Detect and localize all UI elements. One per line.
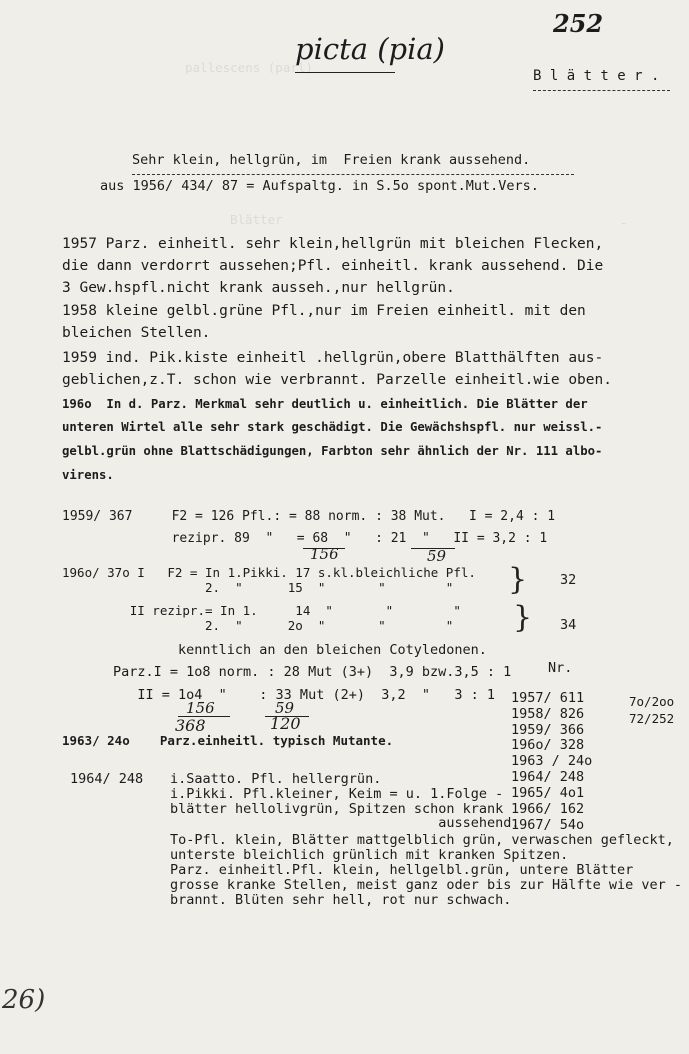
bleed-through: Blätter — [230, 212, 283, 227]
section-underline — [533, 90, 670, 91]
paragraph-line: unteren Wirtel alle sehr stark geschädigt. Die Gewächshspfl. nur weissl.- — [62, 420, 603, 434]
brace-total: 34 — [560, 617, 577, 633]
entry-1964-line: aussehend. — [170, 815, 520, 831]
paragraph-line: bleichen Stellen. — [62, 325, 211, 341]
bleed-through: pallescens (parl) — [185, 60, 313, 75]
cotyledon-note: kenntlich an den bleichen Cotyledonen. — [178, 642, 487, 658]
ratio: 7o/2oo — [629, 694, 675, 709]
paragraph-line: 1959 ind. Pik.kiste einheitl .hellgrün,obere Blatthälften aus- — [62, 350, 604, 366]
cross-1960-line: 196o/ 37o I F2 = In 1.Pikki. 17 s.kl.bleichliche Pfl. — [62, 565, 476, 580]
page-number: 252 — [553, 9, 604, 38]
origin-line: aus 1956/ 434/ 87 = Aufspaltg. in S.5o spont.Mut.Vers. — [100, 178, 539, 194]
year-number: 196o/ 328 — [511, 737, 585, 753]
year-number: 1957/ 611 — [511, 690, 585, 706]
cross-1960-line: 2. " 2o " " " — [62, 618, 454, 633]
handwritten-note: 59 — [427, 547, 447, 565]
parz-line: II = 1o4 " : 33 Mut (2+) 3,2 " 3 : 1 — [113, 687, 496, 703]
description-rule — [132, 174, 574, 175]
cross-1959-line: rezipr. 89 " = 68 " : 21 " II = 3,2 : 1 — [62, 531, 548, 546]
margin-handwriting: 26) — [2, 985, 46, 1015]
handwritten-note: 120 — [270, 714, 301, 733]
brace-icon: } — [508, 562, 528, 597]
paragraph-line: 196o In d. Parz. Merkmal sehr deutlich u. einheitlich. Die Blätter der — [62, 397, 588, 411]
brace-icon: } — [513, 600, 533, 635]
paragraph-line: 1957 Parz. einheitl. sehr klein,hellgrün mit bleichen Flecken, — [62, 236, 604, 252]
handwritten-note: 368 — [175, 716, 206, 735]
entry-1964-label: 1964/ 248 — [70, 771, 144, 787]
description-line: Sehr klein, hellgrün, im Freien krank aussehend. — [132, 152, 531, 168]
cross-1960-line: II rezipr.= In 1. 14 " " " — [62, 603, 461, 618]
paragraph-line: geblichen,z.T. schon wie verbrannt. Parzelle einheitl.wie oben. — [62, 372, 612, 388]
paragraph-line: 3 Gew.hspfl.nicht krank ausseh.,nur hellgrün. — [62, 280, 455, 296]
handwritten-note: 156 — [186, 699, 215, 717]
closing-line: unterste bleichlich grünlich mit kranken Spitzen. — [170, 847, 569, 863]
paragraph-line: gelbl.grün ohne Blattschädigungen, Farbton sehr ähnlich der Nr. 111 albo- — [62, 444, 603, 458]
bleed-through: - — [620, 215, 628, 230]
entry-1964-line: i.Saatto. Pfl. hellergrün. — [170, 771, 382, 787]
paragraph-line: 1958 kleine gelbl.grüne Pfl.,nur im Freien einheitl. mit den — [62, 303, 586, 319]
paragraph-line: virens. — [62, 468, 114, 482]
brace-total: 32 — [560, 572, 577, 588]
closing-line: brannt. Blüten sehr hell, rot nur schwach. — [170, 892, 512, 908]
year-number: 1965/ 4o1 — [511, 785, 585, 801]
year-number: 1963 / 24o — [511, 753, 593, 769]
section-heading: B l ä t t e r . — [533, 68, 660, 84]
year-number: 1964/ 248 — [511, 769, 585, 785]
title-underline — [295, 72, 395, 73]
handwritten-note: 59 — [275, 699, 295, 717]
entry-1964-line: blätter hellolivgrün, Spitzen schon krank — [170, 801, 504, 817]
parz-line: Parz.I = 1o8 norm. : 28 Mut (3+) 3,9 bzw.3,5 : 1 — [113, 664, 512, 680]
year-number: 1958/ 826 — [511, 706, 585, 722]
year-number: 1966/ 162 — [511, 801, 585, 817]
closing-line: Parz. einheitl.Pfl. klein, hellgelbl.grün, untere Blätter — [170, 862, 634, 878]
closing-line: grosse kranke Stellen, meist ganz oder bis zur Hälfte wie ver - — [170, 877, 683, 893]
entry-1963: 1963/ 24o Parz.einheitl. typisch Mutante. — [62, 733, 394, 748]
entry-1964-line: i.Pikki. Pfl.kleiner, Keim = u. 1.Folge - — [170, 786, 504, 802]
year-number: 1967/ 54o — [511, 817, 585, 833]
cross-1959-line: 1959/ 367 F2 = 126 Pfl.: = 88 norm. : 38 Mut. I = 2,4 : 1 — [62, 509, 556, 524]
ratio: 72/252 — [629, 711, 675, 726]
cross-1960-line: 2. " 15 " " " — [62, 580, 454, 595]
species-title-handwritten: picta (pia) — [295, 32, 445, 66]
handwritten-note: 156 — [310, 545, 339, 563]
year-number: 1959/ 366 — [511, 722, 585, 738]
closing-line: To-Pfl. klein, Blätter mattgelblich grün, verwaschen gefleckt, — [170, 832, 674, 848]
paragraph-line: die dann verdorrt aussehen;Pfl. einheitl. krank aussehend. Die — [62, 258, 604, 274]
nr-label: Nr. — [548, 660, 573, 676]
